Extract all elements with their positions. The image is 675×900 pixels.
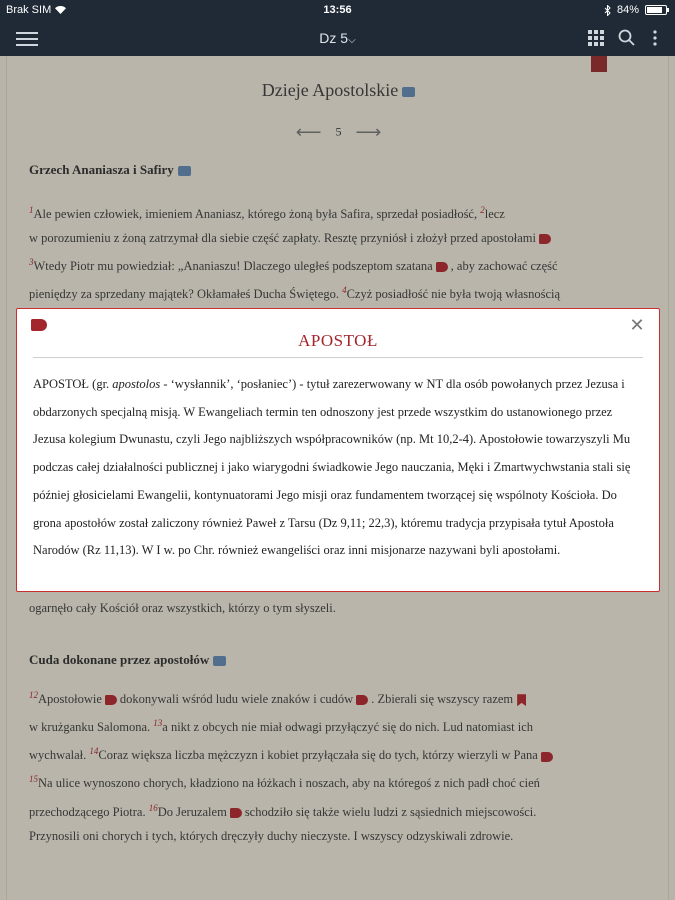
- verse-text[interactable]: pieniędzy za sprzedany majątek? Okłamałeś Ducha Świętego.: [29, 287, 339, 302]
- close-icon[interactable]: ✕: [629, 315, 645, 335]
- verse-text[interactable]: . Zbierali się wszyscy razem: [371, 692, 514, 707]
- next-chapter-arrow-icon[interactable]: ⟶: [355, 122, 382, 142]
- popup-title: APOSTOŁ: [298, 331, 378, 350]
- battery-percent: 84%: [616, 4, 639, 16]
- section-heading-text: Cuda dokonane przez apostołów: [29, 652, 210, 667]
- verse-text[interactable]: Coraz większa liczba mężczyzn i kobiet przyłączała się do tych, którzy wierzyli w Pana: [98, 748, 538, 763]
- tag-icon: [31, 319, 47, 331]
- verse-number[interactable]: 12: [29, 690, 38, 700]
- popup-body-text: - ‘wysłannik’, ‘posłaniec’) - tytuł zarezerwowany w NT dla osób powołanych przez Jezusa i obdarzonych specjalną misją. W Ewangeliach termin ten odnoszony jest przede wszystkim do ustanowionego przez Jezusa kolegium Dwunastu, czyli Jego najbliższych współpracowników (np. Mt 10,2-4). Apostołowie towarzyszyli Mu podczas całej działalności publicznej i jako wiarygodni świadkowie Jego nauczania, Męki i Zmartwychwstania stali się później głosicielami Ewangelii, kontynuatorami Jego misji oraz fundamentem tworzącej się wspólnoty Kościoła. Do grona apostołów został zaliczony również Paweł z Tarsu (Dz 9,11; 22,3), któremu tradycja przypisała tytuł Apostoła Narodów (Rz 11,13). W I w. po Chr. również ewangeliści oraz inni misjonarze nazywani byli apostołami.: [33, 377, 631, 558]
- verse-number[interactable]: 4: [342, 285, 347, 296]
- verse-text[interactable]: wychwalał.: [29, 748, 87, 763]
- verse-text[interactable]: Apostołowie: [38, 692, 102, 707]
- book-title-text: Dzieje Apostolskie: [261, 80, 399, 100]
- verse-text[interactable]: przechodzącego Piotra.: [29, 804, 146, 819]
- previous-chapter-arrow-icon[interactable]: ⟵: [295, 122, 322, 142]
- chevron-down-icon: ⌵: [348, 35, 356, 46]
- verse-number[interactable]: 2: [480, 205, 485, 215]
- verse-number[interactable]: 3: [29, 257, 34, 268]
- verse-text[interactable]: w krużganku Salomona.: [29, 720, 151, 735]
- more-vertical-icon[interactable]: [650, 28, 660, 48]
- verse-text[interactable]: lecz: [484, 207, 505, 222]
- verse-number[interactable]: 1: [29, 205, 34, 215]
- popup-body-term: apostolos: [112, 377, 161, 391]
- verse-text[interactable]: Wtedy Piotr mu powiedział: „Ananiaszu! Dlaczego uległeś podszeptom szatana: [33, 259, 433, 274]
- verse-number[interactable]: 15: [29, 774, 38, 785]
- divider: [33, 357, 643, 358]
- popup-body-lead: APOSTOŁ (gr.: [33, 377, 113, 391]
- chapter-selector[interactable]: [0, 30, 675, 46]
- chapter-selector-label: Dz 5: [319, 30, 349, 46]
- battery-icon: [645, 5, 667, 15]
- bluetooth-icon: [604, 5, 611, 16]
- verse-text[interactable]: Czyż posiadłość nie była twoją własnością: [346, 287, 561, 302]
- verse-text[interactable]: schodziło się także wielu ludzi z sąsiednich miejscowości.: [244, 804, 537, 819]
- popup-body: [33, 371, 643, 583]
- verse-text[interactable]: ogarnęło cały Kościół oraz wszystkich, którzy o tym słyszeli.: [29, 601, 336, 615]
- dictionary-popup: [16, 308, 660, 592]
- grid-icon[interactable]: [588, 30, 604, 46]
- verse-text[interactable]: Ale pewien człowiek, imieniem Ananiasz, którego żoną była Safira, sprzedał posiadłość,: [33, 207, 478, 222]
- app-bar: [0, 20, 675, 56]
- verse-text[interactable]: dokonywali wśród ludu wiele znaków i cudów: [119, 692, 354, 707]
- verse-number[interactable]: 14: [89, 746, 99, 757]
- carrier-label: Brak SIM: [6, 4, 52, 16]
- clock: 13:56: [323, 4, 352, 16]
- verse-text[interactable]: Do Jeruzalem: [157, 804, 227, 819]
- verse-text[interactable]: a nikt z obcych nie miał odwagi przyłączyć się do nich. Lud natomiast ich: [162, 720, 533, 735]
- search-icon[interactable]: [617, 28, 637, 48]
- verse-number[interactable]: 13: [153, 718, 163, 729]
- verse-text[interactable]: Przynosili oni chorych i tych, których dręczyły duchy nieczyste. I wszyscy odzyskiwali zdrowie.: [29, 828, 514, 843]
- status-bar: [0, 0, 675, 20]
- section-heading-text: Grzech Ananiasza i Safiry: [29, 162, 174, 177]
- chapter-number: 5: [335, 124, 342, 139]
- verse-text[interactable]: w porozumieniu z żoną zatrzymał dla siebie część zapłaty. Resztę przyniósł i złożył przed apostołami: [29, 231, 536, 246]
- verse-number[interactable]: 16: [148, 802, 158, 813]
- verse-text[interactable]: , aby zachować część: [450, 259, 558, 274]
- verse-text[interactable]: Na ulice wynoszono chorych, kładziono na łóżkach i noszach, aby na któregoś z nich padł choć cień: [38, 776, 540, 791]
